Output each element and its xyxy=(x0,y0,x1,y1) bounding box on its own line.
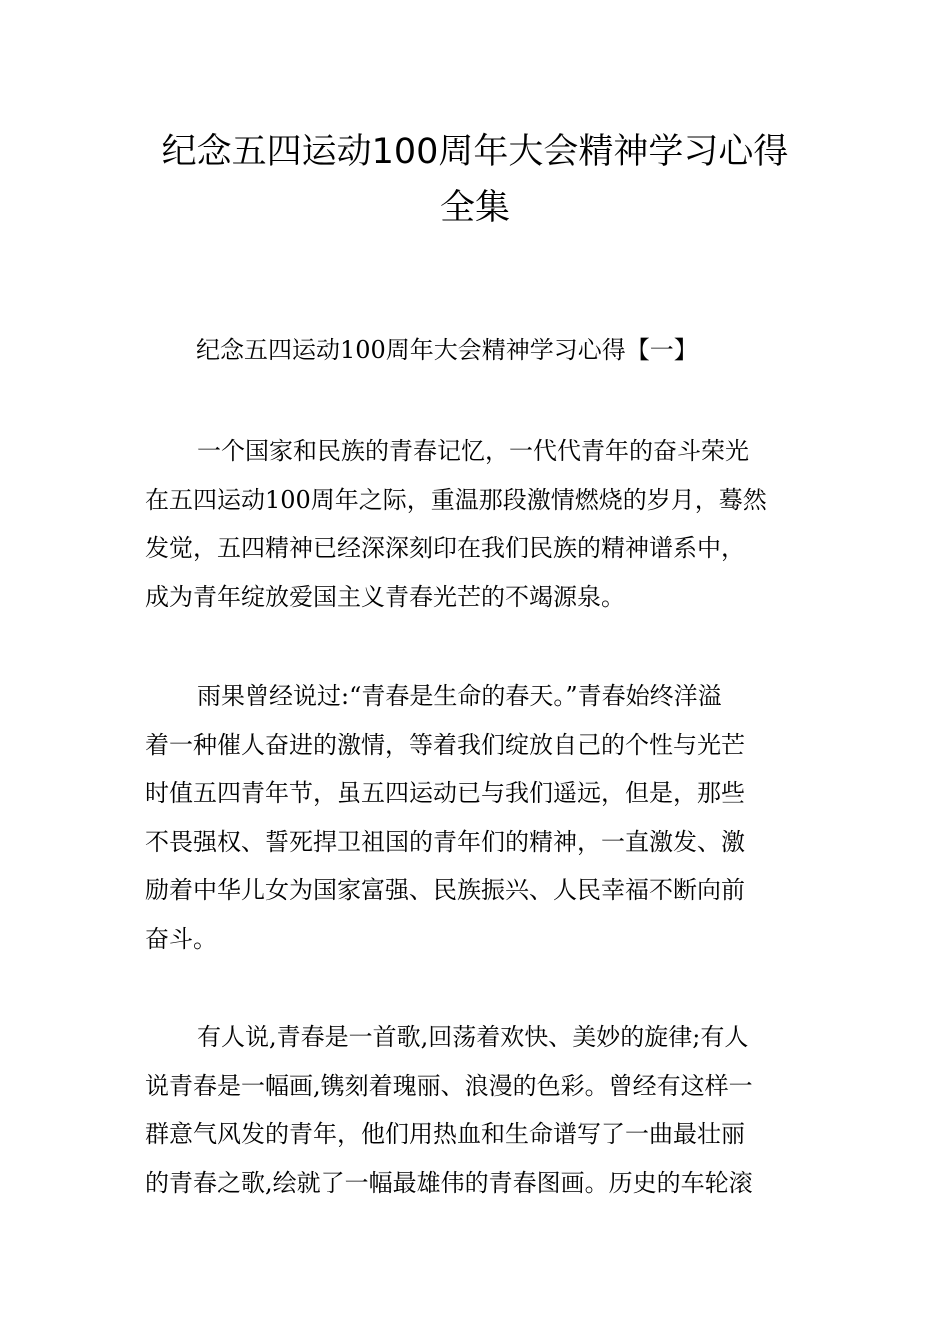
paragraph-2 xyxy=(145,672,810,963)
paragraph-line: 奋斗。 xyxy=(145,924,217,953)
paragraph-line: 的青春之歌,绘就了一幅最雄伟的青春图画。历史的车轮滚 xyxy=(145,1168,753,1197)
paragraph-line: 在五四运动100周年之际，重温那段激情燃烧的岁月，蓦然 xyxy=(145,485,767,514)
paragraph-line: 不畏强权、誓死捍卫祖国的青年们的精神，一直激发、激 xyxy=(145,827,745,856)
paragraph-1 xyxy=(145,427,810,621)
paragraph-line: 成为青年绽放爱国主义青春光芒的不竭源泉。 xyxy=(145,582,625,611)
section-heading: 纪念五四运动100周年大会精神学习心得【一】 xyxy=(196,336,698,364)
paragraph-line: 发觉，五四精神已经深深刻印在我们民族的精神谱系中， xyxy=(145,534,745,562)
paragraph-line: 有人说,青春是一首歌,回荡着欢快、美妙的旋律;有人 xyxy=(197,1023,749,1051)
paragraph-line: 雨果曾经说过:“青春是生命的春天。”青春始终洋溢 xyxy=(197,682,722,710)
document-title xyxy=(120,124,830,236)
document-title-line-1: 纪念五四运动100周年大会精神学习心得 xyxy=(161,132,789,172)
paragraph-3 xyxy=(145,1013,810,1207)
paragraph-line: 一个国家和民族的青春记忆，一代代青年的奋斗荣光 xyxy=(197,437,749,465)
paragraph-line: 励着中华儿女为国家富强、民族振兴、人民幸福不断向前 xyxy=(145,876,745,904)
paragraph-line: 时值五四青年节，虽五四运动已与我们遥远，但是，那些 xyxy=(145,779,745,807)
paragraph-line: 群意气风发的青年，他们用热血和生命谱写了一曲最壮丽 xyxy=(145,1120,745,1148)
paragraph-line: 说青春是一幅画,镌刻着瑰丽、浪漫的色彩。曾经有这样一 xyxy=(145,1071,753,1100)
paragraph-line: 着一种催人奋进的激情，等着我们绽放自己的个性与光芒 xyxy=(145,730,745,759)
document-title-line-2: 全集 xyxy=(439,188,510,228)
